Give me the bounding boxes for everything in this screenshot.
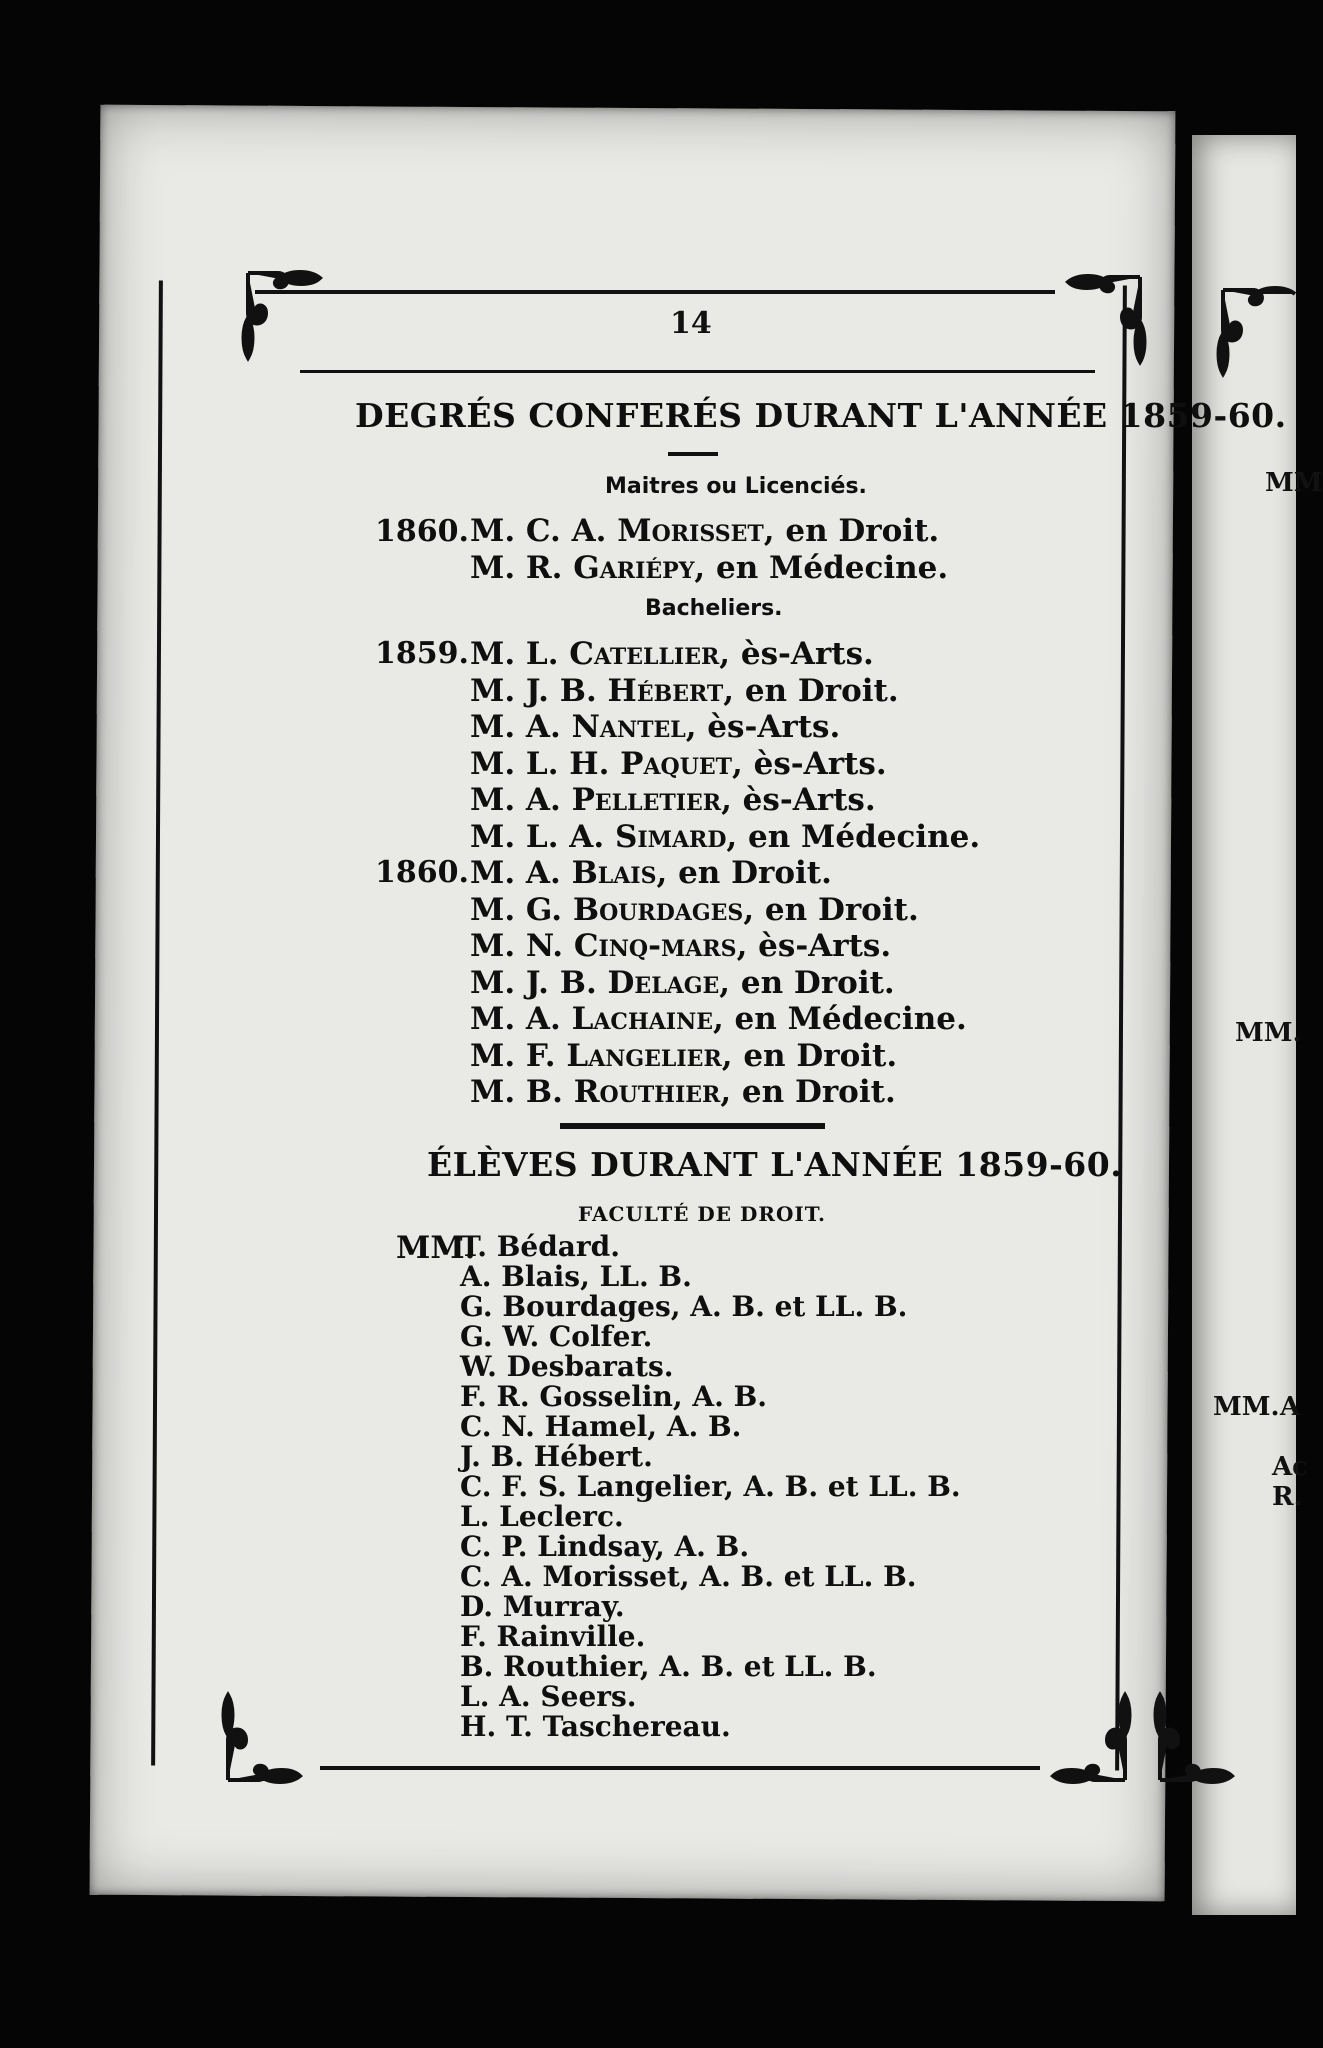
corner-ornament-icon	[218, 1680, 328, 1790]
section-divider	[560, 1123, 825, 1129]
list-item: M. J. B. Hébert, en Droit.	[470, 672, 899, 709]
adjacent-fragment: MM	[1265, 468, 1323, 498]
year-label: 1859.	[375, 636, 469, 671]
adjacent-fragment: R.	[1272, 1482, 1303, 1512]
year-label: 1860.	[375, 855, 469, 890]
page-number: 14	[670, 306, 712, 341]
corner-ornament-icon	[1025, 1680, 1135, 1790]
corner-ornament-icon	[1150, 1690, 1260, 1790]
adjacent-fragment: A	[1280, 1392, 1301, 1422]
corner-ornament-icon	[1040, 272, 1150, 382]
list-item: C. N. Hamel, A. B.	[460, 1410, 742, 1443]
faculty-heading: FACULTÉ DE DROIT.	[578, 1202, 826, 1226]
list-item: M. L. A. Simard, en Médecine.	[470, 818, 981, 855]
header-rule	[300, 370, 1095, 373]
frame-top-rule	[255, 290, 1055, 294]
title-dash	[668, 452, 718, 456]
list-item: F. Rainville.	[460, 1620, 646, 1653]
list-item: M. L. Catellier, ès-Arts.	[470, 636, 874, 672]
list-item: M. C. A. Morisset, en Droit.	[470, 513, 940, 549]
list-item: D. Murray.	[460, 1590, 625, 1623]
list-item: M. A. Pelletier, ès-Arts.	[470, 782, 876, 818]
list-item: B. Routhier, A. B. et LL. B.	[460, 1650, 877, 1683]
list-item: J. B. Hébert.	[460, 1440, 653, 1473]
list-item: G. W. Colfer.	[460, 1320, 653, 1353]
list-item: W. Desbarats.	[460, 1350, 674, 1383]
list-item: M. N. Cinq-mars, ès-Arts.	[470, 928, 892, 964]
list-item: C. A. Morisset, A. B. et LL. B.	[460, 1560, 917, 1593]
adjacent-fragment: MM.	[1235, 1018, 1302, 1048]
list-item: M. F. Langelier, en Droit.	[470, 1037, 898, 1074]
list-item: M. A. Lachaine, en Médecine.	[470, 1001, 967, 1037]
frame-bottom-rule	[320, 1766, 1040, 1770]
list-item: M. B. Routhier, en Droit.	[470, 1074, 896, 1110]
adjacent-fragment: Ac	[1272, 1452, 1309, 1482]
list-item: C. F. S. Langelier, A. B. et LL. B.	[460, 1470, 961, 1503]
bachelors-heading: Bacheliers.	[645, 596, 783, 621]
corner-ornament-icon	[1215, 282, 1296, 392]
list-item: H. T. Taschereau.	[460, 1710, 731, 1743]
masters-heading: Maitres ou Licenciés.	[605, 474, 867, 499]
list-item: C. P. Lindsay, A. B.	[460, 1530, 750, 1563]
section-title-degrees: DEGRÉS CONFERÉS DURANT L'ANNÉE 1859-60.	[355, 396, 1287, 435]
list-item: M. J. B. Delage, en Droit.	[470, 964, 895, 1001]
list-item: 1860.	[375, 514, 469, 549]
list-item: G. Bourdages, A. B. et LL. B.	[460, 1290, 908, 1323]
list-item: M. G. Bourdages, en Droit.	[470, 891, 919, 928]
adjacent-fragment: MM.	[1213, 1392, 1280, 1422]
list-item: F. R. Gosselin, A. B.	[460, 1380, 768, 1413]
list-item: M. L. H. Paquet, ès-Arts.	[470, 745, 887, 782]
list-item: M. A. Blais, en Droit.	[470, 855, 832, 891]
list-item: L. A. Seers.	[460, 1680, 637, 1713]
corner-ornament-icon	[240, 268, 340, 378]
list-item: M. R. Gariépy, en Médecine.	[470, 550, 949, 586]
list-item: A. Blais, LL. B.	[460, 1260, 692, 1293]
list-item: T. Bédard.	[460, 1230, 621, 1263]
list-item: L. Leclerc.	[460, 1500, 624, 1533]
section-title-students: ÉLÈVES DURANT L'ANNÉE 1859-60.	[427, 1145, 1123, 1184]
list-item: M. A. Nantel, ès-Arts.	[470, 709, 841, 745]
students-prefix: MM.	[396, 1230, 476, 1266]
